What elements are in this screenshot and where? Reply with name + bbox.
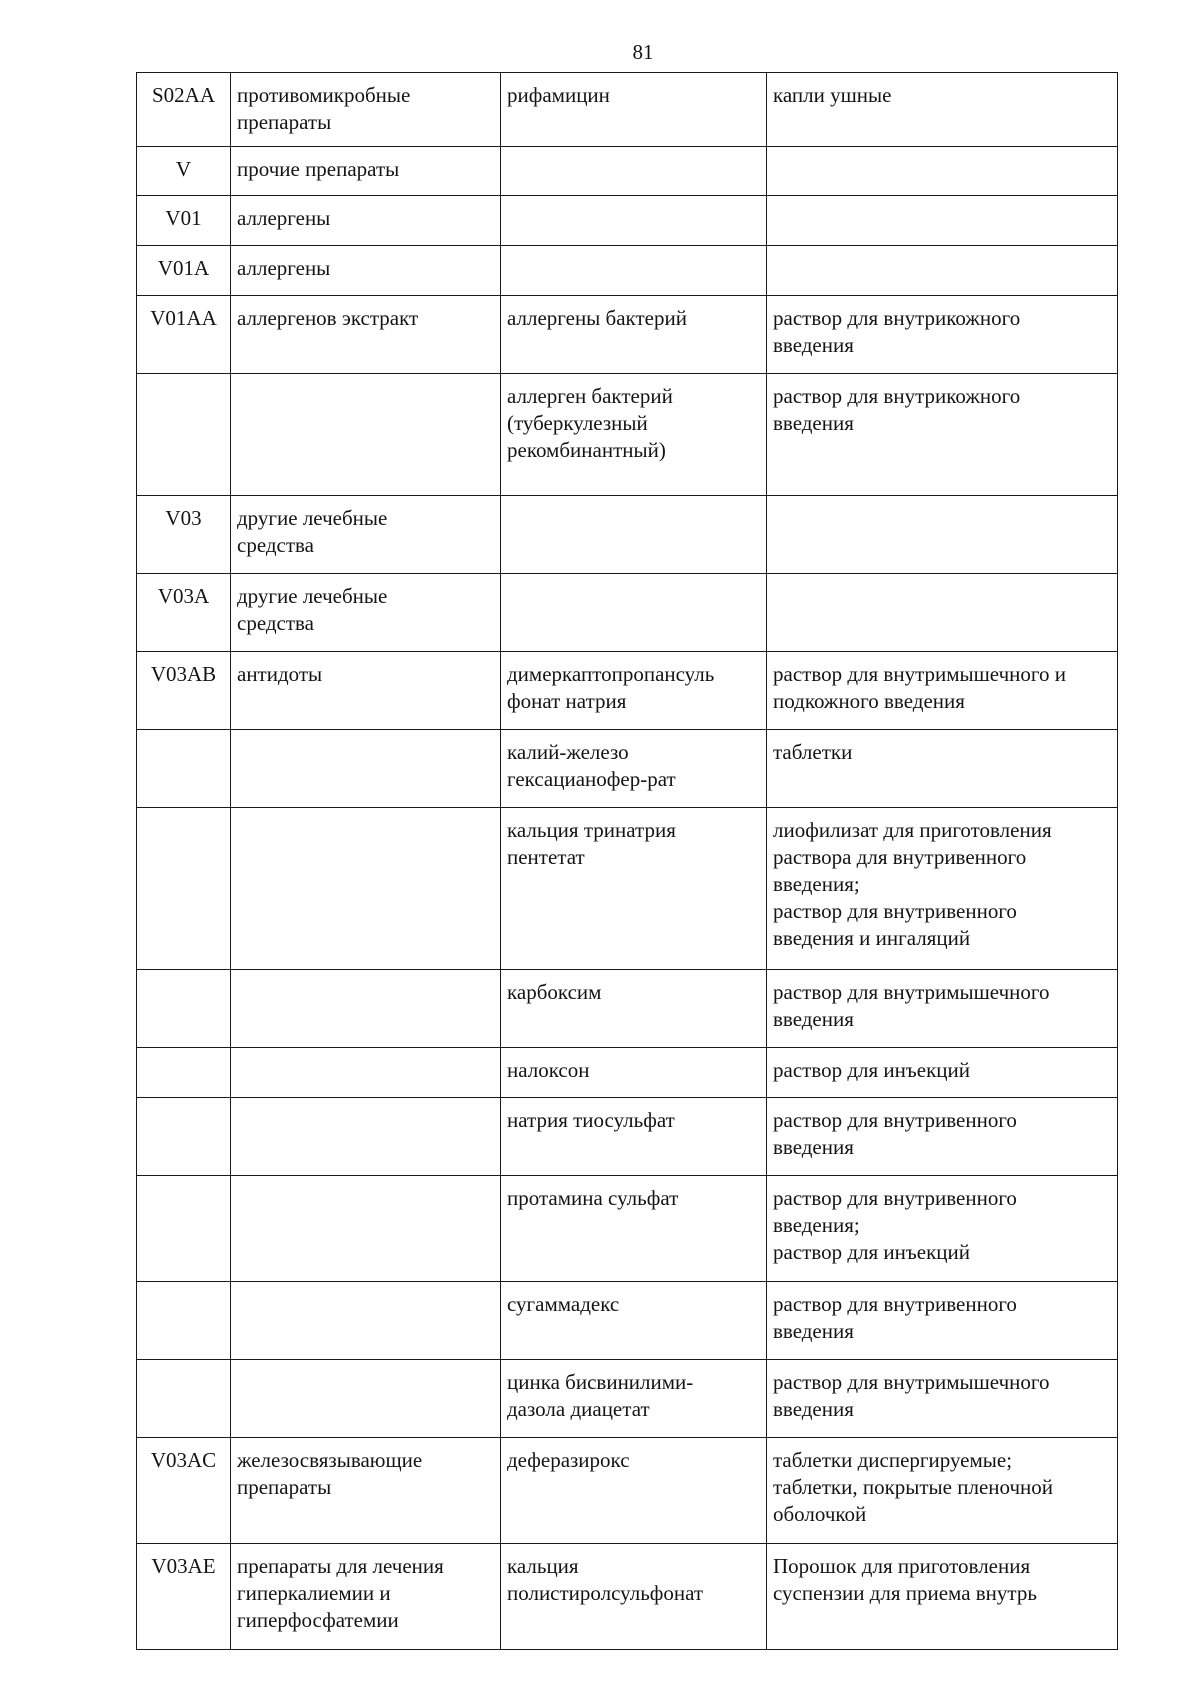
substance-cell: деферазирокс xyxy=(501,1438,767,1544)
substance-cell xyxy=(501,496,767,574)
dosage-form-cell xyxy=(767,246,1118,296)
substance-cell xyxy=(501,246,767,296)
substance-cell: димеркаптопропансуль фонат натрия xyxy=(501,652,767,730)
substance-cell: аллергены бактерий xyxy=(501,296,767,374)
substance-cell: протамина сульфат xyxy=(501,1176,767,1282)
atc-code-cell xyxy=(137,1360,231,1438)
atc-code-cell: V03AE xyxy=(137,1544,231,1650)
group-name-cell xyxy=(231,970,501,1048)
atc-code-cell: V03AB xyxy=(137,652,231,730)
atc-code-cell xyxy=(137,374,231,496)
substance-cell: цинка бисвинилими- дазола диацетат xyxy=(501,1360,767,1438)
dosage-form-cell: лиофилизат для приготовления раствора для внутривенного введения; раствор для внутривенного введения и ингаляций xyxy=(767,808,1118,970)
table-row xyxy=(137,1282,1118,1360)
dosage-form-cell: раствор для внутрикожного введения xyxy=(767,296,1118,374)
atc-code-cell xyxy=(137,970,231,1048)
dosage-form-cell: раствор для внутривенного введения; раствор для инъекций xyxy=(767,1176,1118,1282)
table-row xyxy=(137,196,1118,246)
substance-cell: карбоксим xyxy=(501,970,767,1048)
substance-cell: кальция тринатрия пентетат xyxy=(501,808,767,970)
atc-code-cell xyxy=(137,1048,231,1098)
table-row xyxy=(137,374,1118,496)
dosage-form-cell: таблетки xyxy=(767,730,1118,808)
table-row xyxy=(137,1360,1118,1438)
table-row xyxy=(137,1544,1118,1650)
substance-cell: калий-железо гексацианофер-рат xyxy=(501,730,767,808)
table-row xyxy=(137,652,1118,730)
atc-code-cell: V03A xyxy=(137,574,231,652)
dosage-form-cell xyxy=(767,496,1118,574)
atc-code-cell: V03AC xyxy=(137,1438,231,1544)
dosage-form-cell: раствор для внутривенного введения xyxy=(767,1282,1118,1360)
atc-code-cell: V03 xyxy=(137,496,231,574)
group-name-cell: антидоты xyxy=(231,652,501,730)
dosage-form-cell xyxy=(767,196,1118,246)
group-name-cell xyxy=(231,1048,501,1098)
atc-code-cell: V01A xyxy=(137,246,231,296)
atc-code-cell: V xyxy=(137,147,231,196)
substance-cell: сугаммадекс xyxy=(501,1282,767,1360)
atc-code-cell: V01 xyxy=(137,196,231,246)
group-name-cell: железосвязывающие препараты xyxy=(231,1438,501,1544)
dosage-form-cell: таблетки диспергируемые; таблетки, покрытые пленочной оболочкой xyxy=(767,1438,1118,1544)
dosage-form-cell: раствор для инъекций xyxy=(767,1048,1118,1098)
table-row xyxy=(137,1098,1118,1176)
table-row xyxy=(137,574,1118,652)
group-name-cell xyxy=(231,1098,501,1176)
dosage-form-cell xyxy=(767,574,1118,652)
group-name-cell xyxy=(231,808,501,970)
table-row xyxy=(137,73,1118,147)
table-row xyxy=(137,1048,1118,1098)
substance-cell xyxy=(501,574,767,652)
group-name-cell xyxy=(231,1176,501,1282)
substance-cell: рифамицин xyxy=(501,73,767,147)
dosage-form-cell: раствор для внутримышечного введения xyxy=(767,1360,1118,1438)
table-row xyxy=(137,246,1118,296)
table-row xyxy=(137,496,1118,574)
table-row xyxy=(137,970,1118,1048)
group-name-cell xyxy=(231,1282,501,1360)
group-name-cell: аллергены xyxy=(231,196,501,246)
table-row xyxy=(137,808,1118,970)
substance-cell xyxy=(501,196,767,246)
group-name-cell: прочие препараты xyxy=(231,147,501,196)
table-row xyxy=(137,296,1118,374)
group-name-cell xyxy=(231,1360,501,1438)
group-name-cell xyxy=(231,730,501,808)
atc-code-cell: V01AA xyxy=(137,296,231,374)
substance-cell: аллерген бактерий (туберкулезный рекомбинантный) xyxy=(501,374,767,496)
substance-cell: натрия тиосульфат xyxy=(501,1098,767,1176)
atc-code-cell xyxy=(137,730,231,808)
table-row xyxy=(137,730,1118,808)
table-row xyxy=(137,1176,1118,1282)
group-name-cell: аллергены xyxy=(231,246,501,296)
group-name-cell: другие лечебные средства xyxy=(231,574,501,652)
substance-cell: кальция полистиролсульфонат xyxy=(501,1544,767,1650)
dosage-form-cell: раствор для внутримышечного введения xyxy=(767,970,1118,1048)
substance-cell xyxy=(501,147,767,196)
table-body xyxy=(137,73,1118,1650)
page-number: 81 xyxy=(632,40,654,64)
group-name-cell: препараты для лечения гиперкалиемии и гиперфосфатемии xyxy=(231,1544,501,1650)
dosage-form-cell: раствор для внутрикожного введения xyxy=(767,374,1118,496)
group-name-cell xyxy=(231,374,501,496)
group-name-cell: противомикробные препараты xyxy=(231,73,501,147)
atc-code-cell xyxy=(137,808,231,970)
dosage-form-cell: Порошок для приготовления суспензии для приема внутрь xyxy=(767,1544,1118,1650)
group-name-cell: другие лечебные средства xyxy=(231,496,501,574)
drug-table xyxy=(136,72,1118,1650)
substance-cell: налоксон xyxy=(501,1048,767,1098)
table-row xyxy=(137,147,1118,196)
atc-code-cell: S02AA xyxy=(137,73,231,147)
atc-code-cell xyxy=(137,1098,231,1176)
dosage-form-cell: раствор для внутривенного введения xyxy=(767,1098,1118,1176)
table-row xyxy=(137,1438,1118,1544)
dosage-form-cell: капли ушные xyxy=(767,73,1118,147)
dosage-form-cell: раствор для внутримышечного и подкожного введения xyxy=(767,652,1118,730)
dosage-form-cell xyxy=(767,147,1118,196)
group-name-cell: аллергенов экстракт xyxy=(231,296,501,374)
atc-code-cell xyxy=(137,1282,231,1360)
atc-code-cell xyxy=(137,1176,231,1282)
